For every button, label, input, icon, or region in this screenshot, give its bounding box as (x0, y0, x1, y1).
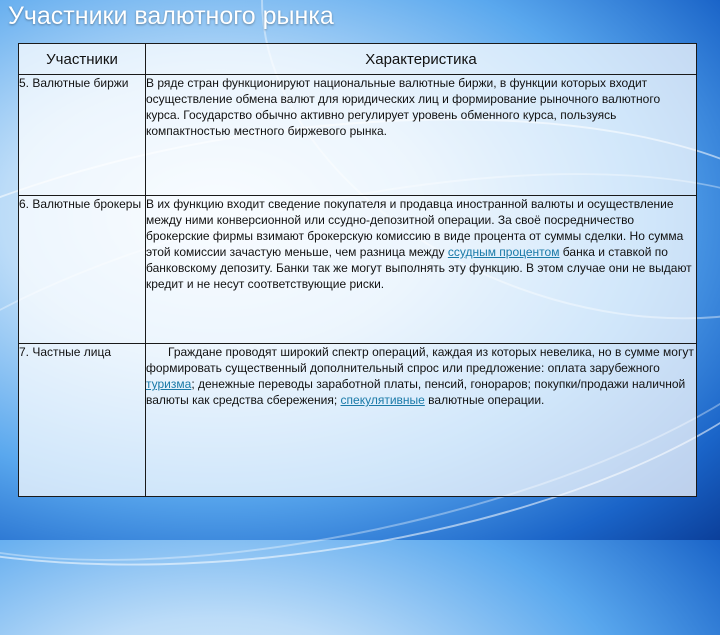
participant-description (146, 344, 697, 497)
participant-name: 5. Валютные биржи (19, 75, 146, 196)
participants-table (18, 43, 697, 497)
table-row (19, 344, 697, 497)
header-participants: Участники (19, 44, 146, 75)
header-characteristic: Характеристика (146, 44, 697, 75)
table-row (19, 75, 697, 196)
slide-title: Участники валютного рынка (8, 2, 334, 30)
description-text: банка и ставкой по банковскому депозиту. Банки так же могут выполнять эту функцию. В этом случае они не выдают кредит и не несут соответствующие риски. (146, 245, 692, 291)
description-text: В их функцию входит сведение покупателя и продавца иностранной валюты и осуществление между ними конверсионной или ссудно-депозитной операции. За своё посредничество брокерские фирмы взимают брокерскую комиссию в виде процента от суммы сделки. Но сумма этой комиссии зачастую меньше, чем разница между (146, 197, 684, 259)
participant-description: В ряде стран функционируют национальные валютные биржи, в функции которых входит осуществление обмена валют для юридических лиц и формирование рыночного валютного курса. Государство обычно активно регулирует уровень обменного курса, пользуясь компактностью местного биржевого рынка. (146, 75, 697, 196)
description-text: Граждане проводят широкий спектр операций, каждая из которых невелика, но в сумме могут формировать существенный дополнительный спрос или предложение: оплата зарубежного (146, 345, 694, 375)
participant-description (146, 196, 697, 344)
speculative-link[interactable]: спекулятивные (340, 393, 425, 407)
description-text: ; денежные переводы заработной платы, пенсий, гонораров; покупки/продажи наличной валюты как средства сбережения; (146, 377, 686, 407)
loan-interest-link[interactable]: ссудным процентом (447, 245, 560, 259)
participant-name: 6. Валютные брокеры (19, 196, 146, 344)
table-header-row (19, 44, 697, 75)
participant-name: 7. Частные лица (19, 344, 146, 497)
table-row (19, 196, 697, 344)
tourism-link[interactable]: туризма (146, 377, 192, 391)
description-text: валютные операции. (424, 393, 545, 407)
